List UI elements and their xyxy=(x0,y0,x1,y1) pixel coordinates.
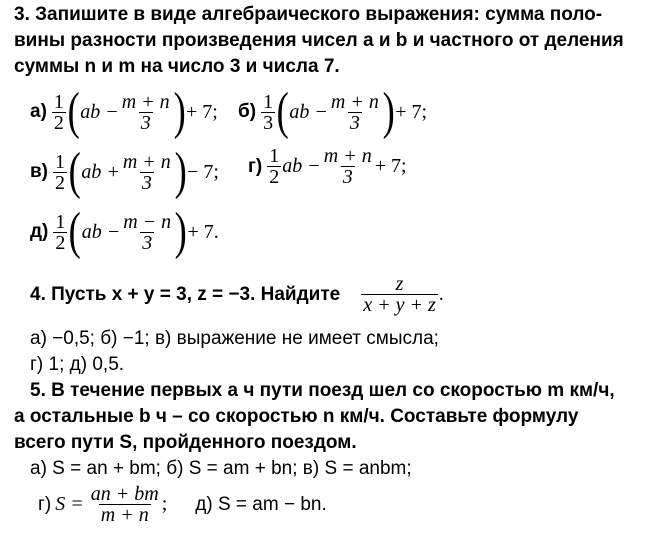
semicolon: ; xyxy=(161,493,168,515)
task4-period: . xyxy=(438,283,444,305)
task3-option-d: д) $\frac{1}{2}$ ( ab − $\frac{m - n}{3}$ ) + 7. xyxy=(30,203,219,260)
task5-answers-line1: а) S = an + bm; б) S = am + bn; в) S = anbm; xyxy=(30,458,412,479)
task5-line3: всего пути S, пройденного поездом. xyxy=(14,432,357,453)
option-a-label: а) xyxy=(30,101,47,122)
mn-fraction: $\frac{m + n}{3}$ xyxy=(121,90,170,134)
mn-minus-fraction: $\frac{m - n}{3}$ xyxy=(123,210,172,254)
option-b-label: б) xyxy=(238,101,257,122)
option-d-label: д) xyxy=(30,221,49,242)
task4-text: 4. Пусть x + y = 3, z = −3. Найдите xyxy=(30,283,341,305)
plus-seven: + 7; xyxy=(374,155,407,177)
task5-fraction: $\frac{an + bm}{m + n}$ xyxy=(90,483,159,526)
ab-term: ab + xyxy=(81,160,120,183)
option-g-label: г) xyxy=(38,493,52,515)
task4-statement xyxy=(30,274,444,315)
ab-term: ab − xyxy=(80,100,119,123)
task5-answer-d: д) S = am − bn. xyxy=(195,493,327,515)
minus-seven: − 7; xyxy=(187,160,219,183)
task3-option-b: б) $\frac{1}{3}$ ( ab − $\frac{m + n}{3}$ ) + 7; xyxy=(238,83,428,140)
plus-seven: + 7; xyxy=(395,100,428,123)
mn-fraction: $\frac{m + n}{3}$ xyxy=(330,90,379,134)
plus-seven: + 7; xyxy=(186,100,218,123)
option-v-label: в) xyxy=(30,161,49,182)
ab-term: ab − xyxy=(289,100,328,123)
task3-option-a: а) $\frac{1}{2}$ ( ab − $\frac{m + n}{3}$ ) + 7; xyxy=(30,83,218,140)
half-fraction: $\frac{1}{2}$ xyxy=(269,145,280,188)
plus-seven: + 7. xyxy=(187,220,219,243)
half-fraction: $\frac{1}{2}$ xyxy=(55,150,66,194)
s-equals: S = xyxy=(55,493,84,515)
task3-line2: вины разности произведения чисел a и b и частного от деления xyxy=(14,30,624,51)
task5-line2: а остальные b ч – со скоростью n км/ч. Составьте формулу xyxy=(14,406,579,427)
mn-fraction: $\frac{m + n}{3}$ xyxy=(323,145,372,188)
task3-line1: 3. Запишите в виде алгебраического выражения: сумма поло- xyxy=(14,4,603,25)
mn-fraction: $\frac{m + n}{3}$ xyxy=(122,150,171,194)
task4-fraction: $\frac{z}{x + y + z}$ xyxy=(363,273,436,316)
half-fraction: $\frac{1}{2}$ xyxy=(53,90,64,134)
half-fraction: $\frac{1}{2}$ xyxy=(55,210,66,254)
task4-answers-line1: а) −0,5; б) −1; в) выражение не имеет смысла; xyxy=(30,328,439,349)
task5-line1: 5. В течение первых a ч пути поезд шел со скоростью m км/ч, xyxy=(30,380,615,401)
ab-term: ab − xyxy=(282,155,321,177)
task3-option-v: в) $\frac{1}{2}$ ( ab + $\frac{m + n}{3}$ ) − 7; xyxy=(30,143,219,200)
third-fraction: $\frac{1}{3}$ xyxy=(263,90,274,134)
task3-option-g xyxy=(248,146,407,187)
ab-term: ab − xyxy=(81,220,121,243)
option-g-label: г) xyxy=(248,155,263,177)
task5-answer-g xyxy=(38,484,327,525)
task3-line3: суммы n и m на число 3 и числа 7. xyxy=(14,56,340,77)
task4-answers-line2: г) 1; д) 0,5. xyxy=(30,354,125,375)
